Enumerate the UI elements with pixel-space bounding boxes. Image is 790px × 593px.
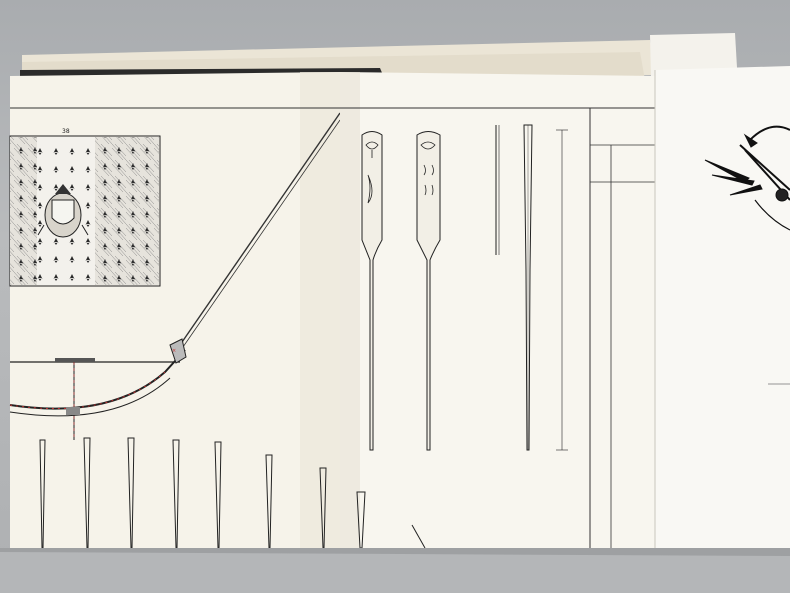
svg-text:38: 38	[62, 128, 70, 135]
flag-drawing	[10, 128, 160, 286]
svg-text:×: ×	[172, 348, 177, 354]
left-page	[10, 72, 340, 552]
right-page	[340, 72, 660, 548]
cover-sheet	[655, 66, 790, 560]
